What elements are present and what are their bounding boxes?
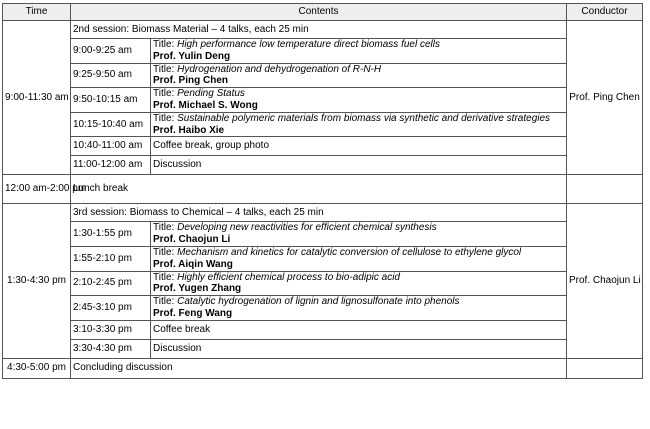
talk-cell (151, 88, 567, 113)
talk-title: Hydrogenation and dehydrogenation of R-N-H (177, 63, 382, 75)
lunch-time: 12:00 am-2:00 pm (3, 175, 71, 204)
closing-row (3, 358, 643, 378)
talk-cell (151, 63, 567, 88)
schedule-table (2, 3, 643, 379)
talk-title: Pending Status (177, 88, 245, 100)
slot-text: Coffee break, group photo (151, 137, 567, 156)
afternoon-session-label: 3rd session: Biomass to Chemical – 4 talks, each 25 min (71, 204, 567, 222)
contents-header: Contents (71, 4, 567, 21)
slot-time: 10:40-11:00 am (71, 137, 151, 156)
slot-time: 2:45-3:10 pm (71, 296, 151, 321)
title-label: Title: (153, 271, 175, 283)
title-label: Title: (153, 39, 175, 50)
title-label: Title: (153, 222, 175, 234)
title-label: Title: (153, 63, 175, 75)
afternoon-conductor: Prof. Chaojun Li (567, 204, 643, 358)
talk-title: Highly efficient chemical process to bio-adipic acid (177, 271, 400, 283)
table-row (3, 246, 643, 271)
talk-speaker: Prof. Yulin Deng (153, 50, 231, 62)
talk-cell (151, 39, 567, 64)
title-label: Title: (153, 88, 175, 100)
slot-time: 3:10-3:30 pm (71, 320, 151, 339)
slot-time: 1:30-1:55 pm (71, 222, 151, 247)
table-row (3, 63, 643, 88)
slot-time: 9:50-10:15 am (71, 88, 151, 113)
talk-speaker: Prof. Chaojun Li (153, 234, 231, 246)
talk-title: High performance low temperature direct biomass fuel cells (177, 39, 440, 50)
talk-cell (151, 246, 567, 271)
slot-text: Coffee break (151, 320, 567, 339)
lunch-row (3, 175, 643, 204)
morning-time: 9:00-11:30 am (3, 21, 71, 175)
table-row (3, 156, 643, 175)
talk-cell (151, 271, 567, 296)
talk-speaker: Prof. Ping Chen (153, 75, 228, 87)
talk-title: Mechanism and kinetics for catalytic conversion of cellulose to ethylene glycol (177, 246, 522, 258)
title-label: Title: (153, 246, 175, 258)
table-row (3, 88, 643, 113)
closing-conductor-empty (567, 358, 643, 378)
talk-speaker: Prof. Aiqin Wang (153, 258, 233, 270)
morning-session-label: 2nd session: Biomass Material – 4 talks, each 25 min (71, 21, 567, 39)
table-row (3, 137, 643, 156)
table-row (3, 296, 643, 321)
title-label: Title: (153, 296, 175, 308)
talk-title: Catalytic hydrogenation of lignin and lignosulfonate into phenols (177, 296, 460, 308)
slot-time: 2:10-2:45 pm (71, 271, 151, 296)
conductor-header: Conductor (567, 4, 643, 21)
talk-speaker: Prof. Haibo Xie (153, 124, 225, 136)
slot-time: 3:30-4:30 pm (71, 339, 151, 358)
afternoon-time: 1:30-4:30 pm (3, 204, 71, 358)
slot-time: 11:00-12:00 am (71, 156, 151, 175)
table-row (3, 339, 643, 358)
talk-speaker: Prof. Yugen Zhang (153, 283, 242, 295)
title-label: Title: (153, 112, 175, 124)
afternoon-session-row (3, 204, 643, 222)
table-row (3, 222, 643, 247)
morning-conductor: Prof. Ping Chen (567, 21, 643, 175)
morning-session-row (3, 21, 643, 39)
talk-speaker: Prof. Michael S. Wong (153, 99, 258, 111)
time-header: Time (3, 4, 71, 21)
table-row (3, 39, 643, 64)
table-row (3, 271, 643, 296)
slot-time: 1:55-2:10 pm (71, 246, 151, 271)
talk-title: Sustainable polymeric materials from biomass via synthetic and derivative strategies (177, 112, 551, 124)
talk-speaker: Prof. Feng Wang (153, 307, 233, 319)
talk-title: Developing new reactivities for efficient chemical synthesis (177, 222, 437, 234)
closing-time: 4:30-5:00 pm (3, 358, 71, 378)
table-row (3, 320, 643, 339)
talk-cell (151, 112, 567, 137)
header-row (3, 4, 643, 21)
talk-cell (151, 222, 567, 247)
slot-time: 9:25-9:50 am (71, 63, 151, 88)
slot-text: Discussion (151, 156, 567, 175)
closing-text: Concluding discussion (71, 358, 567, 378)
talk-cell (151, 296, 567, 321)
slot-time: 9:00-9:25 am (71, 39, 151, 64)
lunch-conductor-empty (567, 175, 643, 204)
slot-text: Discussion (151, 339, 567, 358)
slot-time: 10:15-10:40 am (71, 112, 151, 137)
lunch-text: Lunch break (71, 175, 567, 204)
table-row (3, 112, 643, 137)
